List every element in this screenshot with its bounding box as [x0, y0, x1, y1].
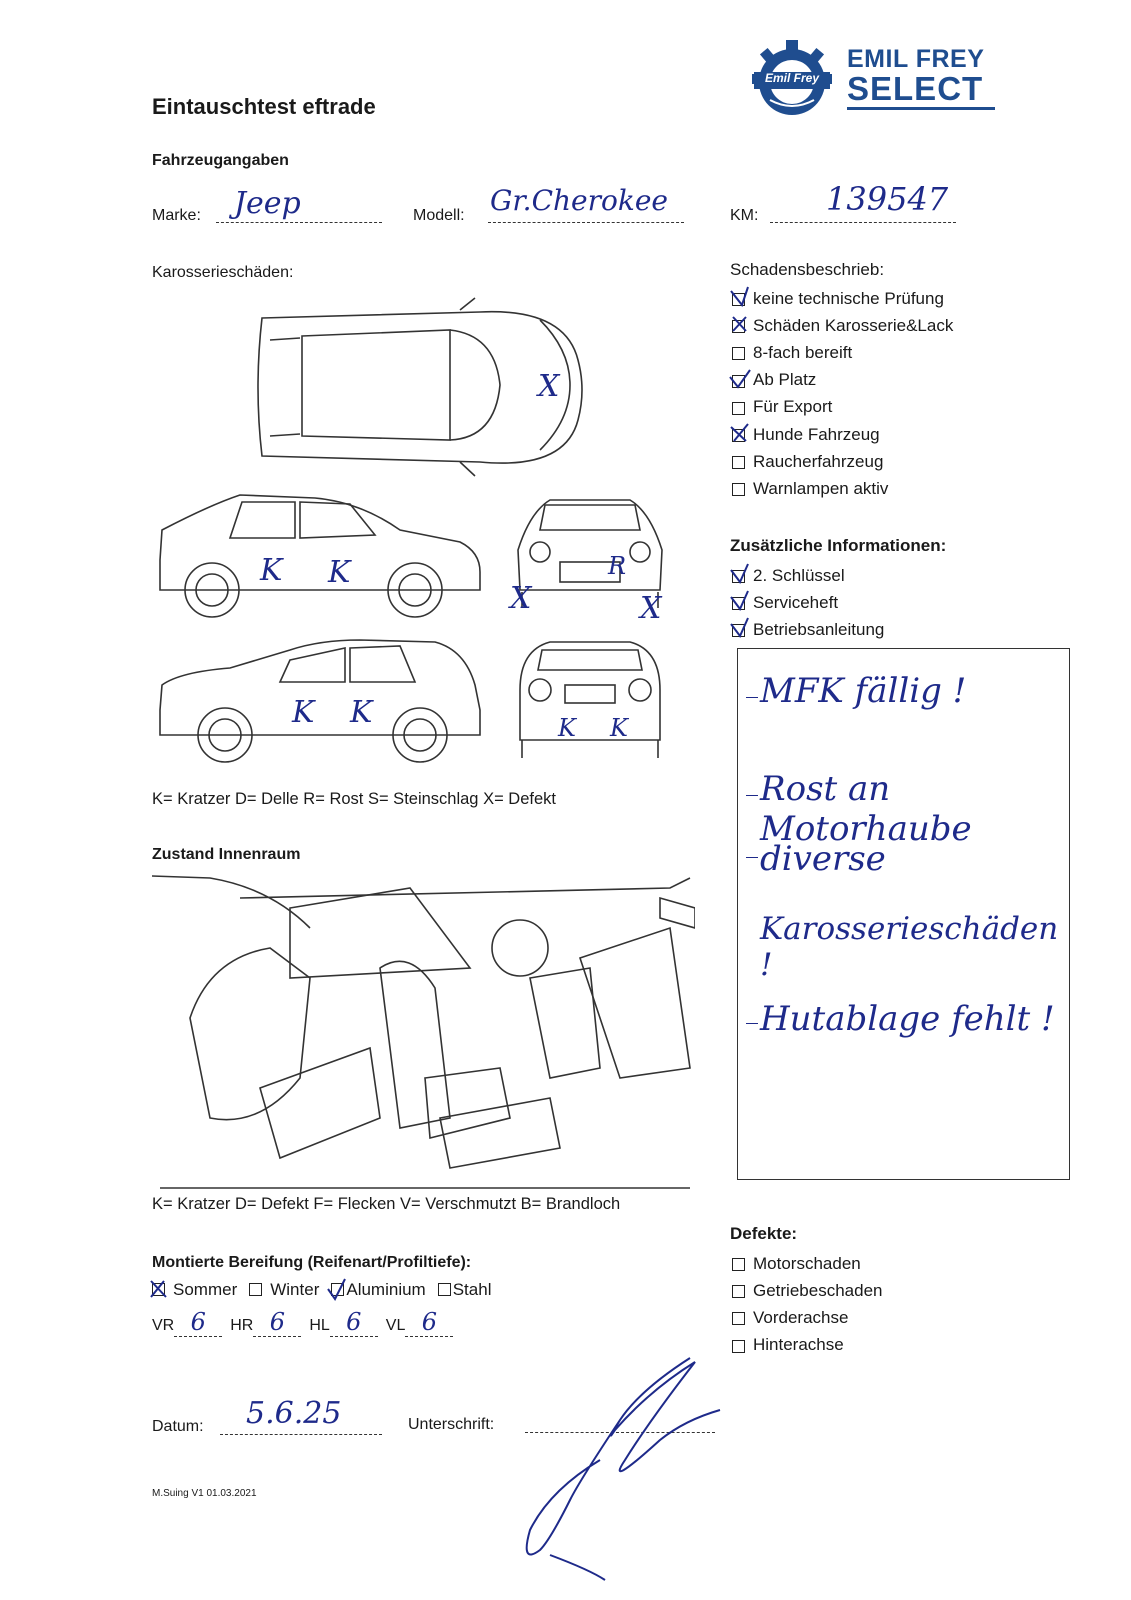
car-diagrams [150, 290, 695, 770]
modell-value[interactable]: Gr.Cherokee [490, 184, 668, 217]
item-label: 8-fach bereift [753, 342, 853, 362]
damage-mark-side-right-2: K [350, 695, 373, 730]
page-title: Eintauschtest eftrade [152, 94, 376, 119]
cross-mark-icon [728, 312, 752, 336]
item-label: keine technische Prüfung [753, 288, 944, 308]
checkbox-warnlampen-aktiv[interactable] [732, 475, 953, 502]
body-damage-legend: K= Kratzer D= Delle R= Rost S= Steinschlag X= Defekt [152, 790, 556, 808]
date-line [220, 1434, 382, 1435]
cross-mark-icon [728, 421, 752, 445]
tires-section-title: Montierte Bereifung (Reifenart/Profiltiefe): [152, 1254, 472, 1271]
checkbox-motorschaden[interactable] [732, 1250, 882, 1277]
depth-vl[interactable]: VL 6 [386, 1308, 454, 1337]
marke-value[interactable]: Jeep [234, 186, 301, 221]
checkbox-keine-technische-pruefung[interactable] [732, 285, 953, 312]
brand-logo [752, 40, 832, 116]
checkbox-icon[interactable] [732, 1312, 745, 1325]
checkbox-hunde-fahrzeug[interactable] [732, 421, 953, 448]
checkbox-icon[interactable] [732, 1285, 745, 1298]
checkbox-8-fach-bereift[interactable] [732, 339, 953, 366]
checkbox-fuer-export[interactable] [732, 394, 953, 421]
item-label: Raucherfahrzeug [753, 451, 884, 471]
logo-brand-bottom: SELECT [847, 72, 995, 110]
checkbox-icon[interactable] [249, 1283, 262, 1296]
item-label: Getriebeschaden [753, 1280, 883, 1300]
additional-info-list [732, 562, 884, 644]
item-label: Hunde Fahrzeug [753, 424, 880, 444]
marke-line [216, 222, 382, 223]
note-5: Hutablage fehlt ! [760, 999, 1055, 1039]
depth-vr[interactable]: VR 6 [152, 1308, 222, 1337]
note-2: Rost an Motorhaube [760, 769, 1069, 849]
damage-mark-rear-1: K [558, 714, 576, 742]
note-4: Karosserieschäden ! [760, 911, 1059, 983]
depth-hr[interactable]: HR 6 [230, 1308, 301, 1337]
logo-ring-text: Emil Frey [764, 71, 820, 85]
checkbox-icon[interactable] [732, 402, 745, 415]
car-rear-view[interactable] [520, 642, 660, 758]
checkbox-ab-platz[interactable] [732, 367, 953, 394]
km-label: KM: [730, 207, 759, 224]
tire-option-stahl[interactable] [438, 1280, 492, 1300]
checkbox-raucherfahrzeug[interactable] [732, 448, 953, 475]
km-line [770, 222, 956, 223]
modell-line [488, 222, 684, 223]
check-mark-icon [728, 562, 752, 586]
note-3: diverse [760, 839, 886, 879]
tire-option-label: Sommer [173, 1280, 238, 1299]
item-label: Ab Platz [753, 370, 817, 390]
tire-depths [152, 1308, 453, 1337]
tire-type-options [152, 1280, 491, 1300]
car-side-left-view[interactable] [160, 495, 480, 617]
checkbox-schaeden-karosserie-lack[interactable] [732, 312, 953, 339]
item-label: 2. Schlüssel [753, 565, 845, 585]
checkbox-zweiter-schluessel[interactable] [732, 562, 884, 589]
damage-mark-side-left-1: K [260, 553, 283, 588]
vehicle-section-title: Fahrzeugangaben [152, 152, 289, 169]
checkbox-icon[interactable] [732, 1340, 745, 1353]
tire-option-sommer[interactable] [152, 1280, 237, 1300]
interior-diagram[interactable] [150, 868, 695, 1198]
item-label: Für Export [753, 397, 833, 417]
defects-title: Defekte: [730, 1224, 798, 1243]
damage-mark-front-1: X [510, 581, 532, 616]
km-value[interactable]: 139547 [826, 180, 949, 218]
logo-brand-text [847, 47, 995, 110]
damage-mark-top: X [538, 369, 560, 404]
item-label: Motorschaden [753, 1253, 861, 1273]
cross-mark-icon [148, 1277, 172, 1301]
interior-section-title: Zustand Innenraum [152, 846, 301, 863]
date-label: Datum: [152, 1418, 204, 1435]
checkbox-icon[interactable] [732, 483, 745, 496]
tire-option-label: Aluminium [346, 1280, 426, 1299]
depth-hl[interactable]: HL 6 [309, 1308, 377, 1337]
check-mark-icon [728, 367, 752, 391]
signature-drawing[interactable] [510, 1350, 730, 1590]
notes-box[interactable] [737, 648, 1070, 1180]
tire-option-label: Stahl [452, 1280, 492, 1299]
checkbox-hinterachse[interactable] [732, 1332, 882, 1359]
checkbox-icon[interactable] [732, 347, 745, 360]
damage-mark-front-3: X [640, 591, 662, 626]
tire-option-label: Winter [270, 1280, 320, 1299]
checkbox-icon[interactable] [732, 456, 745, 469]
modell-label: Modell: [413, 207, 465, 224]
damage-mark-side-right-1: K [292, 695, 315, 730]
interior-legend: K= Kratzer D= Defekt F= Flecken V= Verschmutzt B= Brandloch [152, 1195, 621, 1213]
item-label: Serviceheft [753, 592, 839, 612]
logo-brand-top: EMIL FREY [847, 45, 985, 73]
check-mark-icon [325, 1277, 349, 1301]
item-label: Betriebsanleitung [753, 619, 885, 639]
item-label: Schäden Karosserie&Lack [753, 315, 954, 335]
checkbox-serviceheft[interactable] [732, 589, 884, 616]
date-value[interactable]: 5.6.25 [246, 1396, 342, 1431]
car-side-right-view[interactable] [160, 640, 480, 762]
tire-option-aluminium[interactable] [331, 1280, 425, 1300]
additional-info-title: Zusätzliche Informationen: [730, 536, 947, 555]
item-label: Vorderachse [753, 1307, 849, 1327]
check-mark-icon [728, 616, 752, 640]
checkbox-getriebeschaden[interactable] [732, 1277, 882, 1304]
checkbox-icon[interactable] [732, 1258, 745, 1271]
checkbox-betriebsanleitung[interactable] [732, 616, 884, 643]
check-mark-icon [728, 589, 752, 613]
marke-label: Marke: [152, 207, 201, 224]
item-label: Warnlampen aktiv [753, 478, 889, 498]
checkbox-vorderachse[interactable] [732, 1304, 882, 1331]
tire-option-winter[interactable] [249, 1280, 319, 1300]
item-label: Hinterachse [753, 1335, 844, 1355]
damage-mark-rear-2: K [610, 714, 628, 742]
defects-list [732, 1250, 882, 1359]
signature-label: Unterschrift: [408, 1416, 495, 1433]
damage-description-list [732, 285, 953, 503]
damage-description-title: Schadensbeschrieb: [730, 260, 885, 279]
damage-mark-side-left-2: K [328, 555, 351, 590]
body-damage-title: Karosserieschäden: [152, 264, 294, 281]
checkbox-icon[interactable] [438, 1283, 451, 1296]
check-mark-icon [728, 285, 752, 309]
footer-version: M.Suing V1 01.03.2021 [152, 1488, 257, 1499]
note-1: MFK fällig ! [760, 671, 966, 711]
damage-mark-front-2: R [608, 552, 627, 580]
car-top-view[interactable] [258, 298, 582, 476]
